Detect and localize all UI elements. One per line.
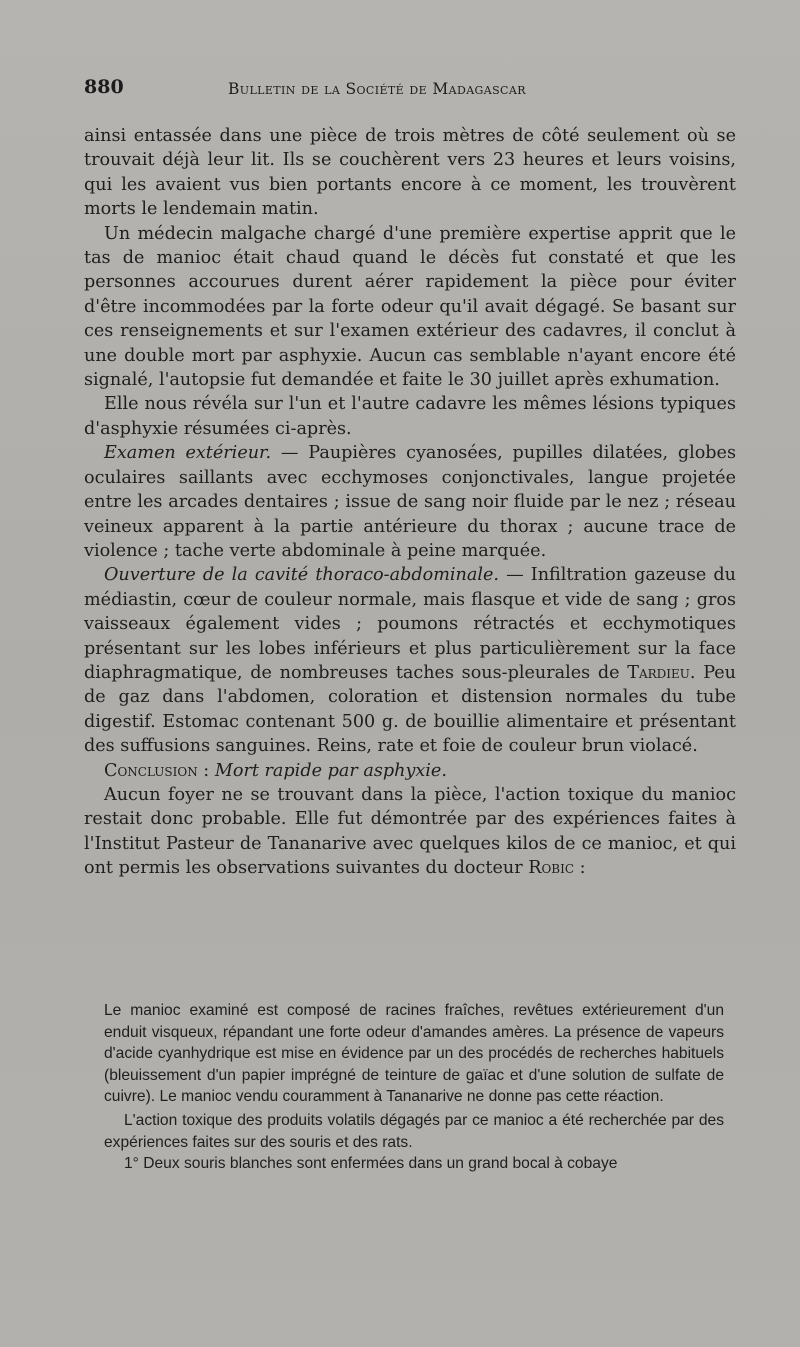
paragraph-3: Elle nous révéla sur l'un et l'autre cadavre les mêmes lésions typiques d'asphyxie résumées ci-après. — [84, 394, 736, 439]
paragraph-1: ainsi entassée dans une pièce de trois mètres de côté seulement où se trouvait déjà leur lit. Ils se couchèrent vers 23 heures et leurs voisins, qui les avaient vus bien portants encore à ce moment, les trouvèrent morts le lendemain matin. — [84, 126, 736, 220]
quote-paragraph-1: Le manioc examiné est composé de racines fraîches, revêtues extérieurement d'un enduit visqueux, répandant une forte odeur d'amandes amères. La présence de vapeurs d'acide cyanhydrique est mise en évidence par un des procédés de recherches habituels (bleuissement d'un papier imprégné de teinture de gaïac et d'une solution de sulfate de cuivre). Le manioc vendu couramment à Tananarive ne donne pas cette réaction. — [104, 1002, 724, 1106]
section-lead-examen: Examen extérieur. — [104, 443, 272, 464]
paragraph-examen-exterieur — [84, 441, 736, 563]
paragraph-2: Un médecin malgache chargé d'une première expertise apprit que le tas de manioc était chaud quand le décès fut constaté et que les personnes accourues durent aérer rapidement la pièce pour éviter d'être incommodées par la forte odeur qu'il avait dégagé. Se basant sur ces renseignements et sur l'examen extérieur des cadavres, il conclut à une double mort par asphyxie. Aucun cas semblable n'ayant encore été signalé, l'autopsie fut demandée et faite le 30 juillet après exhumation. — [84, 223, 736, 391]
body-text — [84, 124, 736, 881]
conclusion-label: Conclusion — [104, 760, 198, 781]
paragraph-5-text-a: — Infiltration gazeuse du médiastin, cœur de couleur normale, mais flasque et vide de sang ; gros vaisseaux également vides ; poumons rétractés et ecchymotiques présentant sur les lobes inférieurs et plus particulièrement sur la face diaphragmatique, de nombreuses taches sous-pleurales de — [84, 565, 736, 683]
section-lead-ouverture: Ouverture de la cavité thoraco-abdominale. — [104, 565, 499, 586]
paragraph-4-text: — Paupières cyanosées, pupilles dilatées, globes oculaires saillants avec ecchymoses conjonctivales, langue projetée entre les arcades dentaires ; issue de sang noir fluide par le nez ; réseau veineux apparent à la partie antérieure du thorax ; aucune trace de violence ; tache verte abdominale à peine marquée. — [84, 443, 736, 561]
page-number: 880 — [84, 76, 124, 98]
paragraph-7-end: : — [574, 858, 586, 879]
conclusion-separator: : — [197, 760, 215, 781]
conclusion-text: Mort rapide par asphyxie. — [214, 760, 447, 781]
author-name-tardieu: Tardieu — [627, 662, 690, 683]
paragraph-ouverture — [84, 563, 736, 758]
paragraph-7 — [84, 783, 736, 881]
paragraph-conclusion — [84, 759, 736, 783]
quote-paragraph-3: 1° Deux souris blanches sont enfermées dans un grand bocal à cobaye — [124, 1155, 618, 1173]
paragraph-5-text-b: . Peu de gaz dans l'abdomen, coloration et distension normales du tube digestif. Estomac contenant 500 g. de bouillie alimentaire et présentant des suffusions sanguines. Reins, rate et foie de couleur brun violacé. — [84, 662, 736, 757]
running-head: Bulletin de la Société de Madagascar — [228, 80, 526, 98]
paragraph-7-text: Aucun foyer ne se trouvant dans la pièce, l'action toxique du manioc restait donc probable. Elle fut démontrée par des expériences faites à l'Institut Pasteur de Tananarive avec quelques kilos de ce manioc, et qui ont permis les observations suivantes du docteur — [84, 784, 736, 879]
quote-paragraph-2: L'action toxique des produits volatils dégagés par ce manioc a été recherchée par des expériences faites sur des souris et des rats. — [104, 1111, 724, 1151]
author-name-robic: Robic — [528, 858, 575, 879]
page-header — [84, 76, 724, 104]
quoted-report — [104, 1000, 724, 1175]
